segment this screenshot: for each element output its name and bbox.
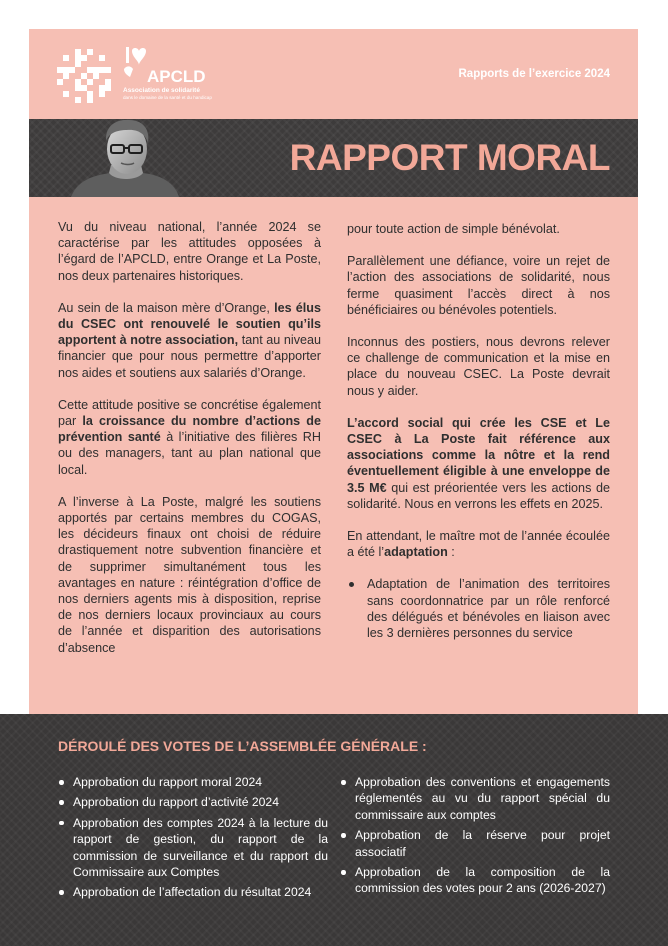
logo-name: APCLD xyxy=(147,67,206,86)
list-item: Approbation des conventions et engagements réglementés au vu du rapport spécial du commissaire aux comptes xyxy=(340,774,610,823)
paragraph xyxy=(347,334,610,399)
author-portrait xyxy=(71,115,179,197)
text-run: tant au niveau financier que pour nous permettre d’apporter nos aides et soutiens aux salariés d’Orange. xyxy=(58,333,321,380)
text-run: Au sein de la maison mère d’Orange, xyxy=(58,300,275,315)
list-item: Approbation de la composition de la commission des votes pour 2 ans (2026-2027) xyxy=(340,864,610,897)
votes-title: DÉROULÉ DES VOTES DE L’ASSEMBLÉE GÉNÉRALE : xyxy=(58,738,427,754)
logo-tagline: dans le domaine de la santé et du handicap xyxy=(123,95,212,100)
list-item: Approbation de la réserve pour projet associatif xyxy=(340,827,610,860)
report-label: Rapports de l’exercice 2024 xyxy=(458,68,610,80)
text-run: à l’initiative des filières RH ou des managers, tant au plan national que local. xyxy=(58,430,321,477)
left-column xyxy=(58,219,321,672)
paragraph xyxy=(347,528,610,560)
text-run: qui est préorientée vers les actions de solidarité. Nous en verrons les effets en 2025. xyxy=(347,480,610,511)
qr-code-icon[interactable] xyxy=(57,49,111,103)
paragraph xyxy=(58,300,321,381)
paragraph xyxy=(58,494,321,656)
votes-list-left xyxy=(58,774,328,905)
bold-text: la croissance du nombre d’actions de prévention santé xyxy=(58,414,321,445)
votes-list-right xyxy=(340,774,610,901)
list-item: Approbation des comptes 2024 à la lecture du rapport de gestion, du rapport de la commission de surveillance et du rapport du Commissaire aux Comptes xyxy=(58,815,328,881)
votes-section xyxy=(0,714,668,946)
text-run: pour toute action de simple bénévolat. xyxy=(347,222,560,236)
list-item: Approbation du rapport moral 2024 xyxy=(58,774,328,790)
page-title: RAPPORT MORAL xyxy=(289,137,610,178)
text-run: Cette attitude positive se concrétise également par xyxy=(58,397,321,429)
bold-text: les élus du CSEC ont renouvelé le soutien qu’ils apportent à notre association, xyxy=(58,300,321,348)
list-item: Approbation de l’affectation du résultat 2024 xyxy=(58,884,328,900)
paragraph xyxy=(347,253,610,318)
bold-text: L’accord social qui crée les CSE et Le CSEC à La Poste fait référence aux associations comme la nôtre et la rend éventuellement éligible à une enveloppe de 3.5 M€ xyxy=(347,415,610,495)
logo-subtitle: Association de solidarité xyxy=(123,87,200,94)
text-run: Parallèlement une défiance, voire un rejet de l’action des associations de solidarité, nous ferme quasiment l’accès direct à nos bénéficiaires ou bénévoles potentiels. xyxy=(347,254,610,317)
text-run: Inconnus des postiers, nous devrons relever ce challenge de communication et la mise en place du nouveau CSEC. La Poste devrait nous y aider. xyxy=(347,335,610,398)
text-run: A l’inverse à La Poste, malgré les soutiens apportés par certains membres du COGAS, les décideurs finaux ont choisi de réduire drastiquement notre subvention financière et de supprimer simultanément tous les avantages en nature : réintégration d’office de nos derniers agents mis à disposition, reprise de nos derniers locaux provinciaux au cours de l’année et disparition des autorisations d’absence xyxy=(58,494,321,655)
text-run: En attendant, le maître mot de l’année écoulée a été l’ xyxy=(347,529,610,560)
text-run: : xyxy=(447,545,455,560)
right-column xyxy=(347,221,610,641)
list-item: Approbation du rapport d’activité 2024 xyxy=(58,794,328,810)
adaptation-list xyxy=(347,576,610,641)
paragraph xyxy=(58,397,321,478)
paragraph xyxy=(347,415,610,512)
paragraph xyxy=(347,221,610,237)
apcld-logo xyxy=(121,47,233,107)
paragraph xyxy=(58,219,321,284)
text-run: Vu du niveau national, l’année 2024 se caractérise par les attitudes opposées à l’égard de l’APCLD, entre Orange et La Poste, nos deux partenaires historiques. xyxy=(58,220,321,283)
bold-text: adaptation xyxy=(384,545,448,560)
list-item: Adaptation de l’animation des territoires sans coordonnatrice par un rôle renforcé des délégués et bénévoles en liaison avec les 3 dernières personnes du service xyxy=(347,576,610,641)
